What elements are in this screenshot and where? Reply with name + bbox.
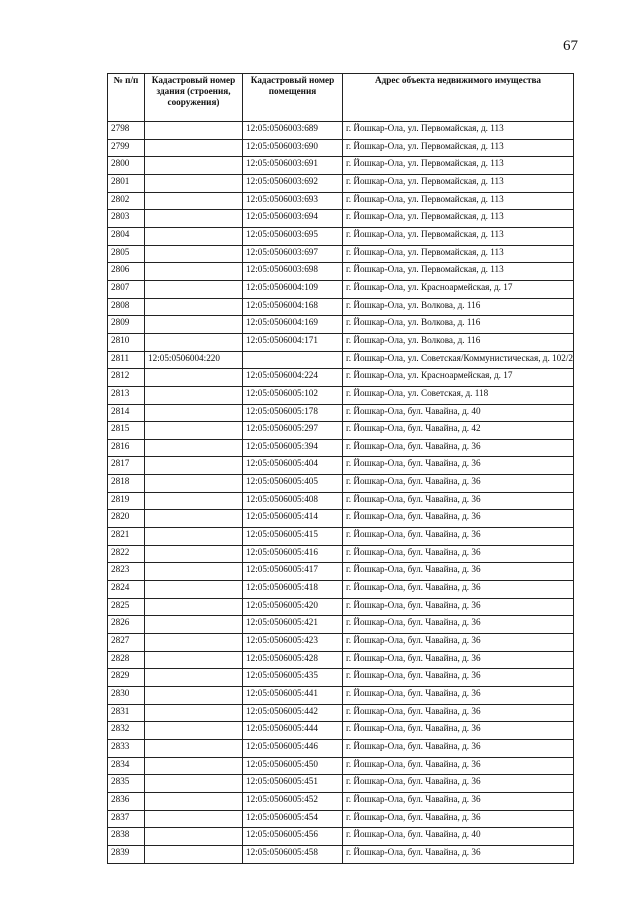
table-row	[108, 192, 574, 210]
table-body	[108, 122, 574, 864]
cell-row-number: 2836	[108, 792, 145, 810]
cell-premises-cadastral: 12:05:0506005:297	[243, 422, 343, 440]
cell-premises-cadastral: 12:05:0506004:224	[243, 369, 343, 387]
cell-row-number: 2829	[108, 669, 145, 687]
cell-building-cadastral	[145, 828, 243, 846]
cell-building-cadastral	[145, 333, 243, 351]
table-header-row	[108, 74, 574, 122]
cell-row-number: 2838	[108, 828, 145, 846]
cell-address: г. Йошкар-Ола, бул. Чавайна, д. 36	[343, 439, 574, 457]
cell-premises-cadastral: 12:05:0506003:695	[243, 227, 343, 245]
table-row	[108, 510, 574, 528]
table-row	[108, 316, 574, 334]
table-row	[108, 616, 574, 634]
cell-premises-cadastral: 12:05:0506005:394	[243, 439, 343, 457]
cell-row-number: 2828	[108, 651, 145, 669]
cell-row-number: 2816	[108, 439, 145, 457]
cell-row-number: 2825	[108, 598, 145, 616]
cell-building-cadastral	[145, 263, 243, 281]
cell-premises-cadastral: 12:05:0506003:698	[243, 263, 343, 281]
cell-row-number: 2822	[108, 545, 145, 563]
property-registry-table	[107, 73, 574, 864]
cell-building-cadastral	[145, 510, 243, 528]
cell-address: г. Йошкар-Ола, ул. Волкова, д. 116	[343, 316, 574, 334]
cell-building-cadastral	[145, 122, 243, 140]
table-row	[108, 386, 574, 404]
cell-premises-cadastral: 12:05:0506005:421	[243, 616, 343, 634]
cell-building-cadastral	[145, 174, 243, 192]
cell-address: г. Йошкар-Ола, бул. Чавайна, д. 40	[343, 404, 574, 422]
cell-address: г. Йошкар-Ола, ул. Волкова, д. 116	[343, 333, 574, 351]
cell-premises-cadastral: 12:05:0506004:168	[243, 298, 343, 316]
table-row	[108, 775, 574, 793]
cell-premises-cadastral: 12:05:0506005:451	[243, 775, 343, 793]
table-row	[108, 351, 574, 369]
cell-address: г. Йошкар-Ола, бул. Чавайна, д. 36	[343, 775, 574, 793]
table-row	[108, 122, 574, 140]
cell-address: г. Йошкар-Ола, бул. Чавайна, д. 36	[343, 634, 574, 652]
cell-row-number: 2837	[108, 810, 145, 828]
cell-row-number: 2832	[108, 722, 145, 740]
cell-address: г. Йошкар-Ола, бул. Чавайна, д. 36	[343, 457, 574, 475]
table-row	[108, 263, 574, 281]
cell-address: г. Йошкар-Ола, бул. Чавайна, д. 36	[343, 669, 574, 687]
cell-premises-cadastral: 12:05:0506003:689	[243, 122, 343, 140]
cell-address: г. Йошкар-Ола, ул. Первомайская, д. 113	[343, 122, 574, 140]
cell-building-cadastral	[145, 792, 243, 810]
cell-row-number: 2827	[108, 634, 145, 652]
cell-address: г. Йошкар-Ола, ул. Первомайская, д. 113	[343, 263, 574, 281]
cell-premises-cadastral: 12:05:0506005:450	[243, 757, 343, 775]
cell-row-number: 2831	[108, 704, 145, 722]
cell-building-cadastral	[145, 157, 243, 175]
cell-building-cadastral	[145, 757, 243, 775]
cell-row-number: 2813	[108, 386, 145, 404]
table-row	[108, 298, 574, 316]
cell-row-number: 2823	[108, 563, 145, 581]
cell-address: г. Йошкар-Ола, ул. Красноармейская, д. 17	[343, 280, 574, 298]
cell-premises-cadastral: 12:05:0506005:441	[243, 687, 343, 705]
cell-address: г. Йошкар-Ола, бул. Чавайна, д. 36	[343, 545, 574, 563]
cell-building-cadastral	[145, 439, 243, 457]
cell-row-number: 2814	[108, 404, 145, 422]
cell-row-number: 2815	[108, 422, 145, 440]
table-row	[108, 634, 574, 652]
cell-address: г. Йошкар-Ола, ул. Первомайская, д. 113	[343, 210, 574, 228]
table-row	[108, 333, 574, 351]
cell-building-cadastral	[145, 227, 243, 245]
cell-row-number: 2821	[108, 528, 145, 546]
header-premises-cadastral: Кадастровый номер помещения	[243, 74, 343, 122]
cell-premises-cadastral: 12:05:0506005:456	[243, 828, 343, 846]
cell-address: г. Йошкар-Ола, ул. Советская, д. 118	[343, 386, 574, 404]
cell-premises-cadastral	[243, 351, 343, 369]
cell-address: г. Йошкар-Ола, бул. Чавайна, д. 36	[343, 687, 574, 705]
cell-address: г. Йошкар-Ола, бул. Чавайна, д. 36	[343, 757, 574, 775]
header-row-number: № п/п	[108, 74, 145, 122]
cell-address: г. Йошкар-Ола, ул. Первомайская, д. 113	[343, 139, 574, 157]
table-row	[108, 157, 574, 175]
cell-premises-cadastral: 12:05:0506005:102	[243, 386, 343, 404]
cell-address: г. Йошкар-Ола, ул. Советская/Коммунистическая, д. 102/2	[343, 351, 574, 369]
cell-row-number: 2819	[108, 492, 145, 510]
table-row	[108, 757, 574, 775]
cell-premises-cadastral: 12:05:0506005:405	[243, 475, 343, 493]
cell-premises-cadastral: 12:05:0506004:109	[243, 280, 343, 298]
cell-address: г. Йошкар-Ола, бул. Чавайна, д. 36	[343, 845, 574, 863]
table-row	[108, 704, 574, 722]
cell-premises-cadastral: 12:05:0506005:408	[243, 492, 343, 510]
cell-premises-cadastral: 12:05:0506005:442	[243, 704, 343, 722]
cell-premises-cadastral: 12:05:0506005:458	[243, 845, 343, 863]
cell-premises-cadastral: 12:05:0506005:420	[243, 598, 343, 616]
cell-building-cadastral	[145, 563, 243, 581]
cell-premises-cadastral: 12:05:0506003:691	[243, 157, 343, 175]
cell-building-cadastral	[145, 369, 243, 387]
cell-building-cadastral	[145, 704, 243, 722]
cell-row-number: 2818	[108, 475, 145, 493]
table-row	[108, 669, 574, 687]
table-row	[108, 687, 574, 705]
cell-building-cadastral	[145, 634, 243, 652]
cell-building-cadastral	[145, 386, 243, 404]
table-row	[108, 528, 574, 546]
cell-row-number: 2805	[108, 245, 145, 263]
cell-row-number: 2817	[108, 457, 145, 475]
cell-address: г. Йошкар-Ола, ул. Первомайская, д. 113	[343, 245, 574, 263]
cell-address: г. Йошкар-Ола, бул. Чавайна, д. 36	[343, 616, 574, 634]
cell-address: г. Йошкар-Ола, бул. Чавайна, д. 36	[343, 704, 574, 722]
cell-address: г. Йошкар-Ола, бул. Чавайна, д. 36	[343, 563, 574, 581]
cell-premises-cadastral: 12:05:0506003:697	[243, 245, 343, 263]
cell-address: г. Йошкар-Ола, бул. Чавайна, д. 36	[343, 598, 574, 616]
cell-premises-cadastral: 12:05:0506003:690	[243, 139, 343, 157]
cell-premises-cadastral: 12:05:0506005:435	[243, 669, 343, 687]
cell-building-cadastral	[145, 545, 243, 563]
cell-premises-cadastral: 12:05:0506005:423	[243, 634, 343, 652]
table-row	[108, 280, 574, 298]
table-row	[108, 422, 574, 440]
table-row	[108, 722, 574, 740]
cell-row-number: 2834	[108, 757, 145, 775]
cell-row-number: 2806	[108, 263, 145, 281]
cell-building-cadastral	[145, 280, 243, 298]
cell-building-cadastral	[145, 492, 243, 510]
cell-address: г. Йошкар-Ола, ул. Красноармейская, д. 17	[343, 369, 574, 387]
cell-building-cadastral	[145, 139, 243, 157]
table-row	[108, 492, 574, 510]
cell-premises-cadastral: 12:05:0506003:694	[243, 210, 343, 228]
table-row	[108, 598, 574, 616]
table-row	[108, 174, 574, 192]
cell-address: г. Йошкар-Ола, ул. Первомайская, д. 113	[343, 227, 574, 245]
table-row	[108, 810, 574, 828]
page-number: 67	[563, 38, 578, 54]
cell-premises-cadastral: 12:05:0506005:452	[243, 792, 343, 810]
cell-address: г. Йошкар-Ола, бул. Чавайна, д. 36	[343, 722, 574, 740]
cell-building-cadastral	[145, 669, 243, 687]
cell-premises-cadastral: 12:05:0506005:418	[243, 581, 343, 599]
table-row	[108, 245, 574, 263]
cell-row-number: 2812	[108, 369, 145, 387]
cell-row-number: 2799	[108, 139, 145, 157]
cell-building-cadastral	[145, 616, 243, 634]
cell-building-cadastral	[145, 598, 243, 616]
cell-row-number: 2824	[108, 581, 145, 599]
cell-premises-cadastral: 12:05:0506005:416	[243, 545, 343, 563]
cell-building-cadastral	[145, 422, 243, 440]
cell-row-number: 2808	[108, 298, 145, 316]
table-row	[108, 404, 574, 422]
cell-premises-cadastral: 12:05:0506005:444	[243, 722, 343, 740]
cell-row-number: 2826	[108, 616, 145, 634]
table-row	[108, 563, 574, 581]
table-row	[108, 475, 574, 493]
cell-building-cadastral	[145, 845, 243, 863]
cell-address: г. Йошкар-Ола, бул. Чавайна, д. 36	[343, 528, 574, 546]
cell-building-cadastral	[145, 687, 243, 705]
cell-address: г. Йошкар-Ола, бул. Чавайна, д. 36	[343, 492, 574, 510]
cell-premises-cadastral: 12:05:0506005:404	[243, 457, 343, 475]
cell-building-cadastral	[145, 210, 243, 228]
table-row	[108, 792, 574, 810]
cell-building-cadastral	[145, 475, 243, 493]
cell-premises-cadastral: 12:05:0506005:454	[243, 810, 343, 828]
cell-row-number: 2801	[108, 174, 145, 192]
cell-row-number: 2803	[108, 210, 145, 228]
cell-premises-cadastral: 12:05:0506003:692	[243, 174, 343, 192]
cell-building-cadastral: 12:05:0506004:220	[145, 351, 243, 369]
cell-address: г. Йошкар-Ола, бул. Чавайна, д. 36	[343, 581, 574, 599]
cell-premises-cadastral: 12:05:0506004:169	[243, 316, 343, 334]
table-row	[108, 227, 574, 245]
cell-premises-cadastral: 12:05:0506005:178	[243, 404, 343, 422]
cell-building-cadastral	[145, 316, 243, 334]
cell-row-number: 2802	[108, 192, 145, 210]
cell-building-cadastral	[145, 457, 243, 475]
cell-premises-cadastral: 12:05:0506005:446	[243, 739, 343, 757]
table-row	[108, 457, 574, 475]
cell-row-number: 2800	[108, 157, 145, 175]
cell-premises-cadastral: 12:05:0506003:693	[243, 192, 343, 210]
cell-building-cadastral	[145, 581, 243, 599]
cell-row-number: 2839	[108, 845, 145, 863]
cell-row-number: 2833	[108, 739, 145, 757]
cell-building-cadastral	[145, 775, 243, 793]
cell-building-cadastral	[145, 245, 243, 263]
cell-row-number: 2798	[108, 122, 145, 140]
table-row	[108, 581, 574, 599]
cell-row-number: 2809	[108, 316, 145, 334]
cell-building-cadastral	[145, 404, 243, 422]
table-row	[108, 828, 574, 846]
cell-building-cadastral	[145, 810, 243, 828]
cell-address: г. Йошкар-Ола, бул. Чавайна, д. 36	[343, 651, 574, 669]
table-row	[108, 739, 574, 757]
header-address: Адрес объекта недвижимого имущества	[343, 74, 574, 122]
cell-row-number: 2811	[108, 351, 145, 369]
cell-row-number: 2810	[108, 333, 145, 351]
cell-address: г. Йошкар-Ола, ул. Первомайская, д. 113	[343, 174, 574, 192]
cell-premises-cadastral: 12:05:0506005:414	[243, 510, 343, 528]
cell-address: г. Йошкар-Ола, бул. Чавайна, д. 36	[343, 475, 574, 493]
cell-address: г. Йошкар-Ола, ул. Первомайская, д. 113	[343, 157, 574, 175]
cell-address: г. Йошкар-Ола, бул. Чавайна, д. 36	[343, 510, 574, 528]
cell-premises-cadastral: 12:05:0506005:417	[243, 563, 343, 581]
cell-building-cadastral	[145, 298, 243, 316]
table-row	[108, 545, 574, 563]
table-row	[108, 210, 574, 228]
table-row	[108, 651, 574, 669]
cell-building-cadastral	[145, 722, 243, 740]
cell-address: г. Йошкар-Ола, бул. Чавайна, д. 36	[343, 739, 574, 757]
cell-address: г. Йошкар-Ола, ул. Волкова, д. 116	[343, 298, 574, 316]
cell-premises-cadastral: 12:05:0506005:415	[243, 528, 343, 546]
cell-row-number: 2807	[108, 280, 145, 298]
cell-address: г. Йошкар-Ола, ул. Первомайская, д. 113	[343, 192, 574, 210]
cell-address: г. Йошкар-Ола, бул. Чавайна, д. 36	[343, 810, 574, 828]
table-row	[108, 439, 574, 457]
table-row	[108, 845, 574, 863]
cell-premises-cadastral: 12:05:0506004:171	[243, 333, 343, 351]
cell-building-cadastral	[145, 192, 243, 210]
cell-building-cadastral	[145, 739, 243, 757]
cell-row-number: 2835	[108, 775, 145, 793]
cell-address: г. Йошкар-Ола, бул. Чавайна, д. 42	[343, 422, 574, 440]
table-row	[108, 369, 574, 387]
cell-address: г. Йошкар-Ола, бул. Чавайна, д. 36	[343, 792, 574, 810]
cell-row-number: 2820	[108, 510, 145, 528]
cell-building-cadastral	[145, 528, 243, 546]
cell-address: г. Йошкар-Ола, бул. Чавайна, д. 40	[343, 828, 574, 846]
cell-row-number: 2804	[108, 227, 145, 245]
table-row	[108, 139, 574, 157]
cell-premises-cadastral: 12:05:0506005:428	[243, 651, 343, 669]
cell-row-number: 2830	[108, 687, 145, 705]
header-building-cadastral: Кадастровый номер здания (строения, сооружения)	[145, 74, 243, 122]
cell-building-cadastral	[145, 651, 243, 669]
